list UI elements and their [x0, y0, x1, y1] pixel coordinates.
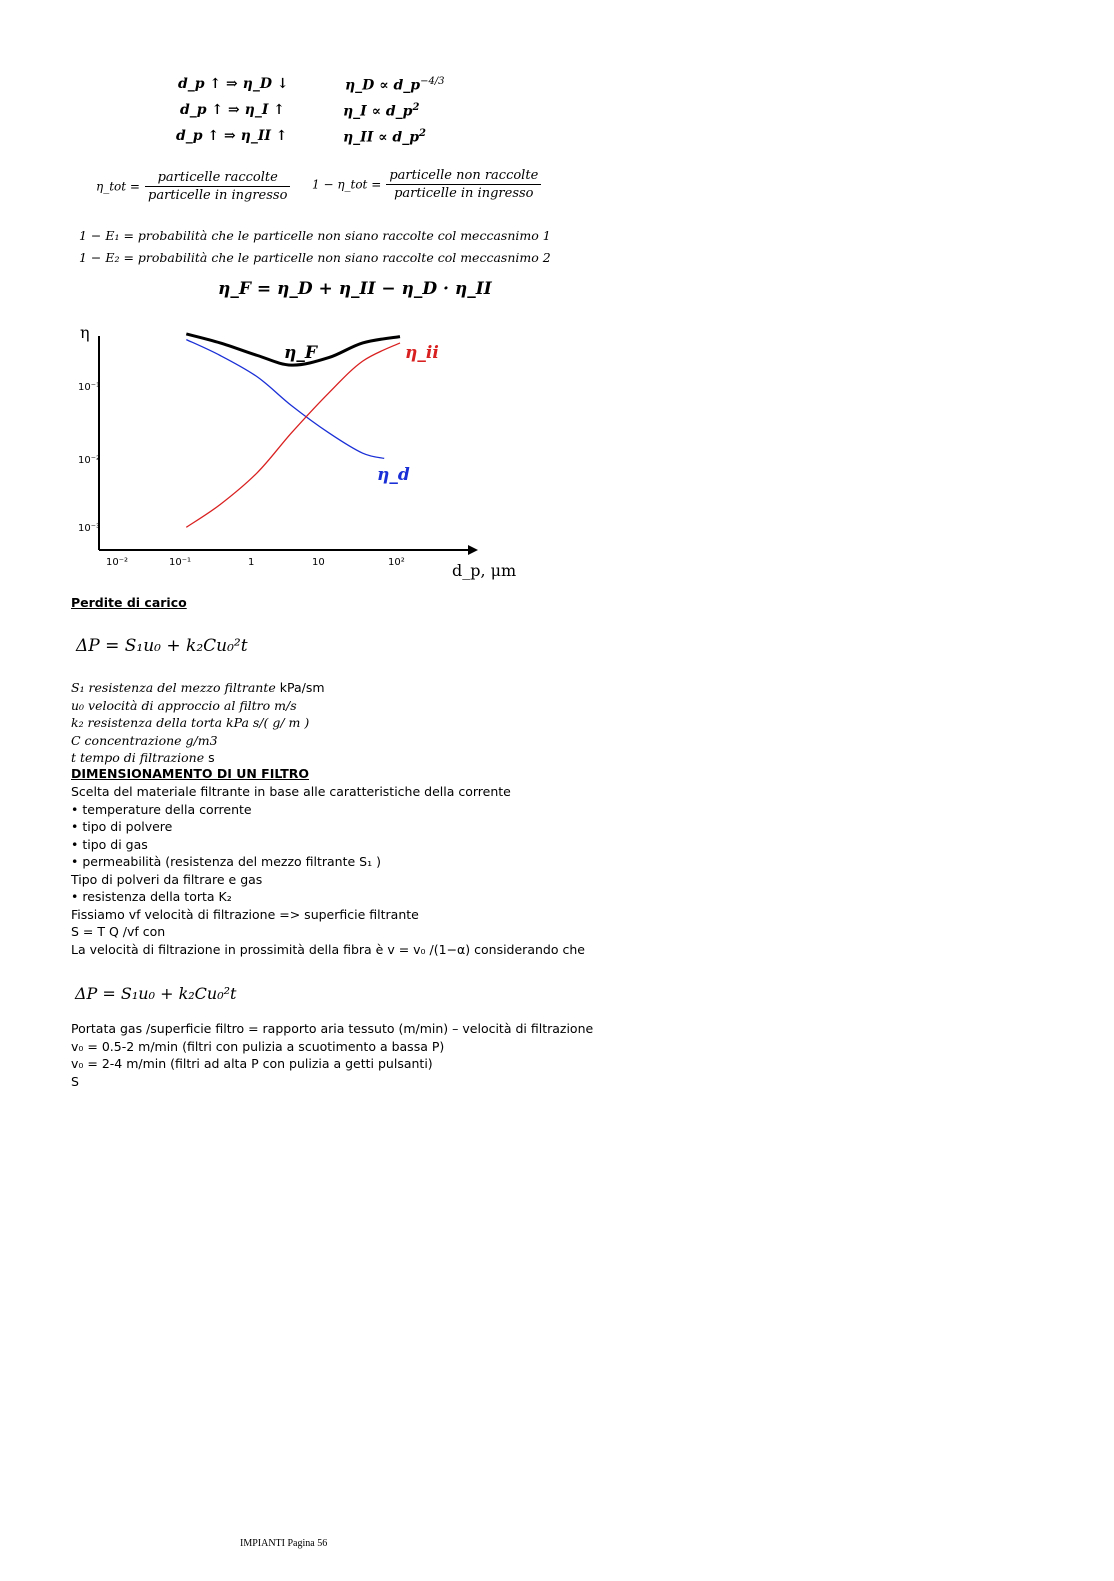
- bullet-item: • resistenza della torta K₂: [71, 889, 232, 904]
- bullet-item: • tipo di polvere: [71, 819, 173, 834]
- eta-tot-definition: η_tot = $\frac{\text{particelle raccolte}}{\text{particelle in ingresso}}$: [96, 170, 290, 203]
- relation-2-right: η_I ∝ $d\_p^2$: [343, 102, 420, 120]
- legend-eta-f: η_F: [284, 343, 317, 363]
- relation-1-right: η_D ∝ $d\_p^{-4/3}$: [345, 76, 445, 94]
- x-axis-label: d_p, μm: [452, 561, 517, 580]
- x-axis-arrow: [468, 545, 478, 555]
- section-heading-pressure-drop: Perdite di carico: [71, 595, 187, 610]
- text-line: S = T Q /vf con: [71, 924, 166, 939]
- one-minus-eta-tot-definition: 1 − η_tot = $\frac{\text{particelle non raccolte}}{\text{particelle in ingresso}}$: [312, 168, 541, 201]
- probability-line-1: 1 − E₁ = probabilità che le particelle non siano raccolte col meccasnimo 1: [79, 228, 551, 243]
- x-tick-label: 10⁻²: [106, 557, 129, 568]
- text-line: Fissiamo vf velocità di filtrazione => superficie filtrante: [71, 907, 419, 922]
- probability-line-2: 1 − E₂ = probabilità che le particelle non siano raccolte col meccasnimo 2: [79, 250, 551, 265]
- x-tick-label: 10: [312, 557, 325, 568]
- relation-2-left: d_p ↑ ⇒ η_I ↑: [180, 102, 285, 118]
- relation-1-left: d_p ↑ ⇒ η_D ↓: [178, 76, 289, 92]
- x-tick-label: 10⁻¹: [169, 557, 192, 568]
- bullet-item: • temperature della corrente: [71, 802, 252, 817]
- pressure-drop-formula-2: ΔP = S₁u₀ + k₂Cu₀²t: [75, 984, 237, 1003]
- var-line: S₁ resistenza del mezzo filtrante kPa/sm: [71, 680, 325, 695]
- var-line: u₀ velocità di approccio al filtro m/s: [71, 698, 297, 713]
- legend-eta-ii: η_ii: [405, 343, 439, 363]
- x-tick-label: 1: [248, 557, 255, 568]
- efficiency-chart: [70, 318, 530, 590]
- bullet-item: • tipo di gas: [71, 837, 148, 852]
- page-footer: IMPIANTI Pagina 56: [240, 1538, 328, 1549]
- text-line: Tipo di polveri da filtrare e gas: [71, 872, 263, 887]
- var-line: t tempo di filtrazione s: [71, 750, 215, 765]
- y-tick-label: 10⁻¹: [78, 382, 101, 393]
- series-eta-ii-line: [186, 343, 400, 527]
- var-line: k₂ resistenza della torta kPa s/( g/ m ): [71, 715, 310, 730]
- relation-3-right: η_II ∝ $d\_p^2$: [343, 128, 426, 146]
- text-line: La velocità di filtrazione in prossimità della fibra è v = v₀ /(1−α) considerando che: [71, 942, 585, 957]
- bullet-item: • permeabilità (resistenza del mezzo filtrante S₁ ): [71, 854, 381, 869]
- legend-eta-d: η_d: [377, 465, 410, 485]
- text-line: S: [71, 1074, 79, 1089]
- x-tick-label: 10²: [388, 557, 405, 568]
- text-line: v₀ = 0.5-2 m/min (filtri con pulizia a scuotimento a bassa P): [71, 1039, 445, 1054]
- text-line: Portata gas /superficie filtro = rapporto aria tessuto (m/min) – velocità di filtrazione: [71, 1021, 594, 1036]
- text-line: Scelta del materiale filtrante in base alle caratteristiche della corrente: [71, 784, 511, 799]
- section-heading-filter-sizing: DIMENSIONAMENTO DI UN FILTRO: [71, 766, 310, 781]
- pressure-drop-formula-1: ΔP = S₁u₀ + k₂Cu₀²t: [76, 636, 248, 656]
- y-axis-label: η: [80, 323, 90, 342]
- y-tick-label: 10⁻³: [78, 523, 101, 534]
- var-line: C concentrazione g/m3: [71, 733, 218, 748]
- eta-f-formula: η_F = η_D + η_II − η_D · η_II: [218, 279, 492, 299]
- text-line: v₀ = 2-4 m/min (filtri ad alta P con pulizia a getti pulsanti): [71, 1056, 433, 1071]
- y-tick-label: 10⁻²: [78, 455, 101, 466]
- relation-3-left: d_p ↑ ⇒ η_II ↑: [176, 128, 288, 144]
